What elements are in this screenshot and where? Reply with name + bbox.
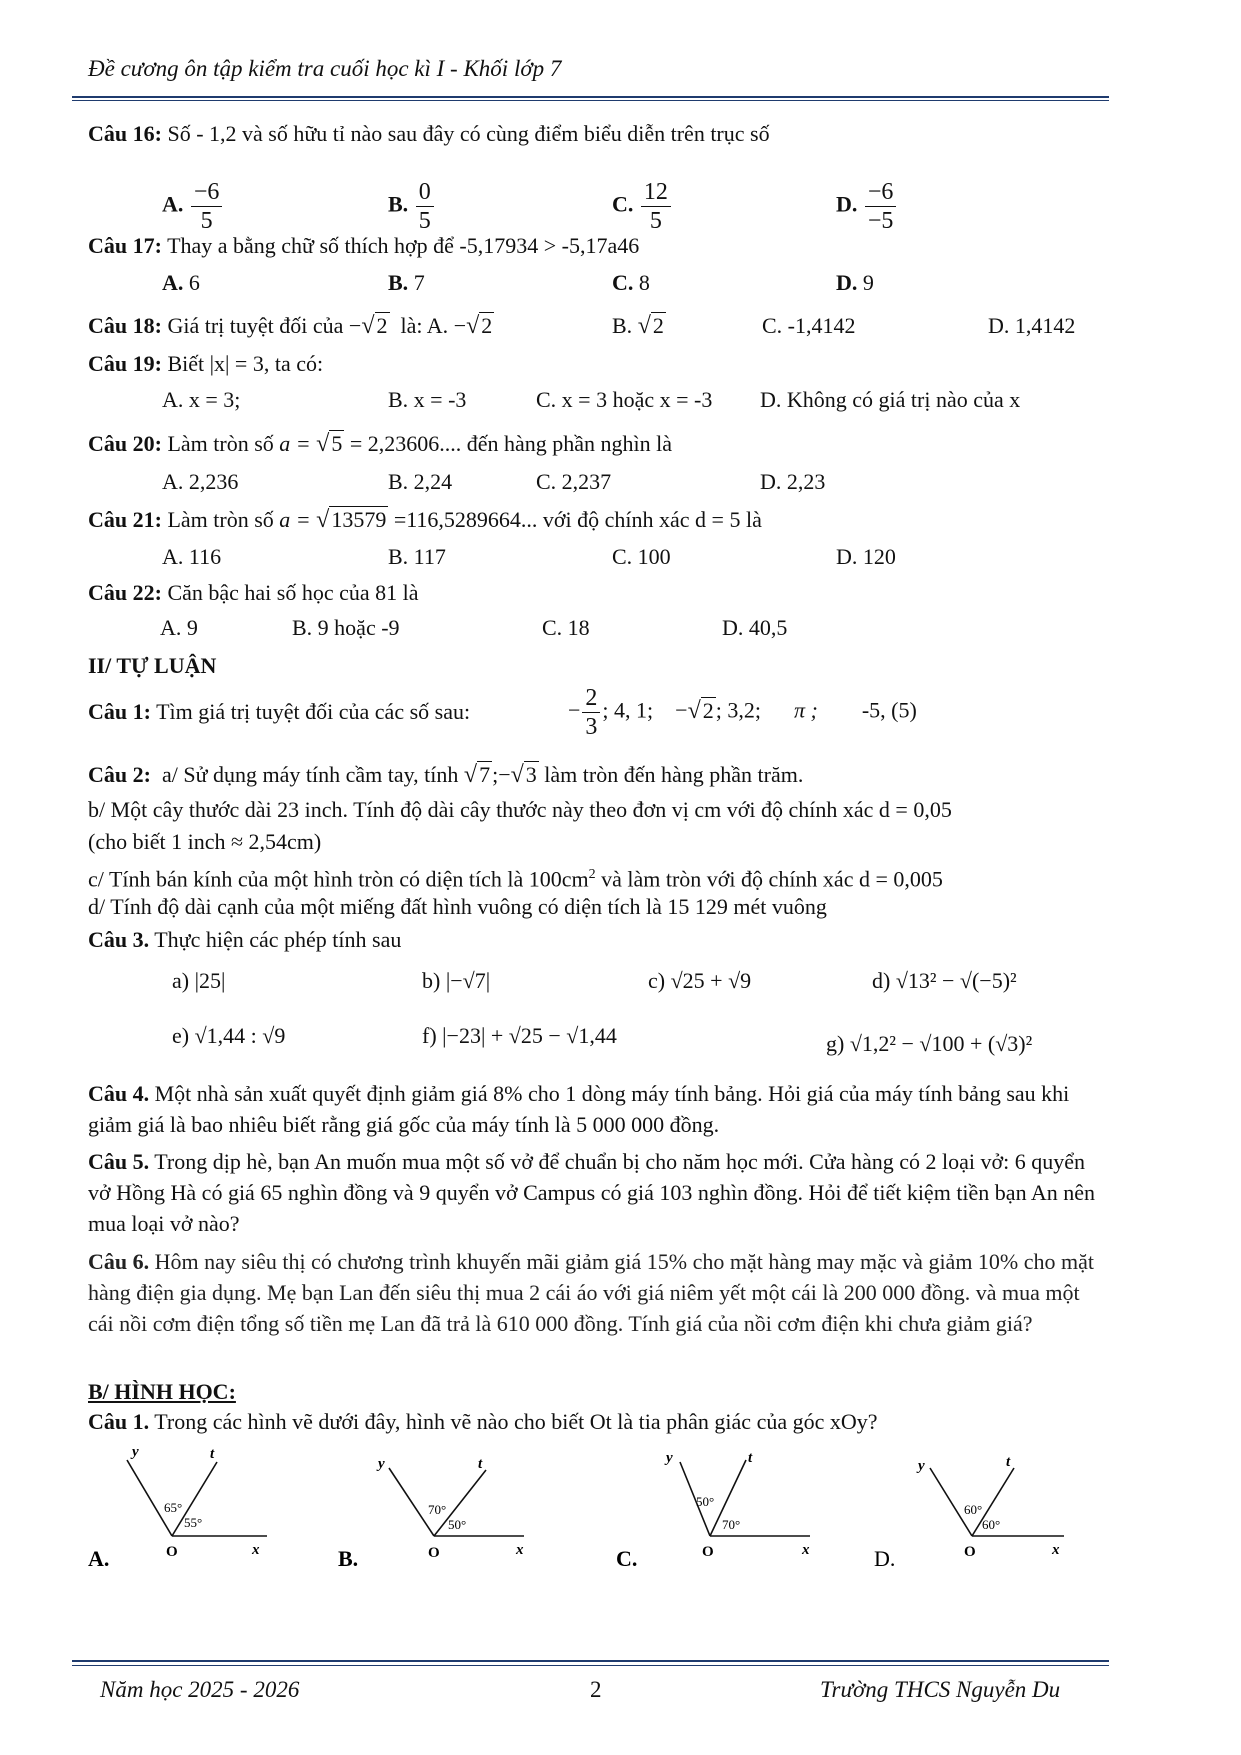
fig-c-bottom-angle: 70°: [722, 1517, 741, 1532]
q18-option-d: D. 1,4142: [988, 313, 1076, 338]
q18-question: Câu 18: Giá trị tuyệt đối của −√2 là: A. −√2: [88, 313, 493, 339]
tl5-question: Câu 5. Trong dịp hè, bạn An muốn mua một số vở để chuẩn bị cho năm học mới. Cửa hàng có 2 loại vở: 6 quyển vở Hồng Hà có giá 65 nghìn đồng và 9 quyển vở Campus có giá 103 nghìn đồng. Hỏi để tiết kiệm tiền bạn An nên mua loại vở nào?: [88, 1149, 1096, 1236]
fig-d-top-angle: 60°: [964, 1502, 983, 1517]
fig-d-x: x: [1052, 1542, 1060, 1558]
q16-question: Câu 16: Số - 1,2 và số hữu tỉ nào sau đây có cùng điểm biểu diễn trên trục số: [88, 121, 770, 146]
q17-option-a: A. 6: [162, 270, 200, 295]
q16-option-c: C. $\frac{12}{5}$: [612, 178, 673, 235]
fig-b-key: B.: [338, 1546, 359, 1571]
tl3-item-a: a) |25|: [172, 968, 226, 993]
tl1-question: Câu 1: Tìm giá trị tuyệt đối của các số sau:: [88, 699, 471, 724]
tl2-part-b: b/ Một cây thước dài 23 inch. Tính độ dài cây thước này theo đơn vị cm với độ chính xác d = 0,05: [88, 797, 952, 822]
header-divider: [72, 96, 1109, 98]
q16-option-d: D. $\frac{-6}{-5}$: [836, 178, 898, 235]
q20-option-c: C. 2,237: [536, 469, 612, 494]
q17-option-c: C. 8: [612, 270, 650, 295]
fig-a-x: x: [252, 1542, 260, 1558]
figure-b: [376, 1456, 524, 1561]
q17-option-d: D. 9: [836, 270, 874, 295]
fig-c-top-angle: 50°: [696, 1494, 715, 1509]
fig-c-y: y: [666, 1450, 673, 1466]
fig-a-key: A.: [88, 1546, 110, 1571]
fig-a-top-angle: 65°: [164, 1500, 183, 1515]
q18-option-c: C. -1,4142: [762, 313, 856, 338]
q22-question: Câu 22: Căn bậc hai số học của 81 là: [88, 580, 419, 605]
fig-b-bottom-angle: 50°: [448, 1517, 467, 1532]
q21-option-d: D. 120: [836, 544, 896, 569]
header-divider-thin: [72, 100, 1109, 101]
tl2-part-a: Câu 2: a/ Sử dụng máy tính cầm tay, tính √7;−√3 làm tròn đến hàng phần trăm.: [88, 762, 804, 788]
q21-question: Câu 21: Làm tròn số a = √13579 =116,5289664... với độ chính xác d = 5 là: [88, 507, 762, 533]
tl3-item-e: e) √1,44 : √9: [172, 1023, 286, 1048]
fig-b-top-angle: 70°: [428, 1502, 447, 1517]
footer-school-name: Trường THCS Nguyễn Du: [820, 1677, 1061, 1702]
q19-option-c: C. x = 3 hoặc x = -3: [536, 387, 713, 412]
q17-option-b: B. 7: [388, 270, 425, 295]
tl6-question: Câu 6. Hôm nay siêu thị có chương trình khuyến mãi giảm giá 15% cho mặt hàng may mặc và giảm 10% cho mặt hàng điện gia dụng. Mẹ bạn Lan đến siêu thị mua 2 cái áo với giá niêm yết một cái là 200 000 đồng. và mua một cái nồi cơm điện tổng số tiền mẹ Lan đã trả là 610 000 đồng. Tính giá của nồi cơm điện khi chưa giảm giá?: [88, 1249, 1095, 1336]
fig-b-x: x: [516, 1542, 524, 1558]
q19-question: Câu 19: Biết |x| = 3, ta có:: [88, 351, 324, 376]
q22-option-a: A. 9: [160, 615, 198, 640]
fig-d-t: t: [1006, 1454, 1011, 1470]
q17-question: Câu 17: Thay a bằng chữ số thích hợp để -5,17934 > -5,17a46: [88, 233, 640, 258]
footer-page-number: 2: [590, 1677, 602, 1702]
tl1-values: − $\frac{2}{3}$ ; 4, 1; −√2; 3,2; π ; -5, (5): [568, 685, 917, 740]
tl3-item-f: f) |−23| + √25 − √1,44: [422, 1023, 617, 1048]
q21-option-b: B. 117: [388, 544, 446, 569]
fig-c-t: t: [748, 1450, 753, 1466]
tl3-item-c: c) √25 + √9: [648, 968, 752, 993]
tl3-question: Câu 3. Thực hiện các phép tính sau: [88, 927, 402, 952]
fig-c-key: C.: [616, 1546, 638, 1571]
fig-d-o: O: [964, 1544, 976, 1560]
angle-figures: [0, 1440, 1241, 1580]
fig-c-x: x: [802, 1542, 810, 1558]
figure-a: [127, 1444, 267, 1560]
fig-d-bottom-angle: 60°: [982, 1517, 1001, 1532]
tl2-part-b-note: (cho biết 1 inch ≈ 2,54cm): [88, 829, 322, 854]
figure-c: [664, 1450, 810, 1560]
q22-option-b: B. 9 hoặc -9: [292, 615, 400, 640]
fig-d-y: y: [918, 1458, 925, 1474]
q21-option-c: C. 100: [612, 544, 671, 569]
hh1-question: Câu 1. Trong các hình vẽ dưới đây, hình vẽ nào cho biết Ot là tia phân giác của góc xOy?: [88, 1409, 878, 1434]
footer-school-year: Năm học 2025 - 2026: [100, 1677, 300, 1702]
q22-option-d: D. 40,5: [722, 615, 788, 640]
fig-a-bottom-angle: 55°: [184, 1515, 203, 1530]
q19-option-d: D. Không có giá trị nào của x: [760, 387, 1021, 412]
fig-d-key: D.: [874, 1546, 896, 1571]
tl2-part-c: c/ Tính bán kính của một hình tròn có diện tích là $100cm^2$ và làm tròn với độ chính xác d = 0,005: [88, 866, 943, 892]
q20-option-d: D. 2,23: [760, 469, 826, 494]
q19-option-a: A. x = 3;: [162, 387, 241, 412]
fig-a-y: y: [132, 1444, 139, 1460]
q16-option-b: B. $\frac{0}{5}$: [388, 178, 436, 235]
q18-option-b: B. √2: [612, 313, 664, 339]
fig-b-t: t: [478, 1456, 483, 1472]
q20-option-b: B. 2,24: [388, 469, 453, 494]
tl4-question: Câu 4. Một nhà sản xuất quyết định giảm giá 8% cho 1 dòng máy tính bảng. Hỏi giá của máy tính bảng sau khi giảm giá là bao nhiêu biết rằng giá gốc của máy tính là 5 000 000 đồng.: [88, 1081, 1070, 1137]
tl2-part-d: d/ Tính độ dài cạnh của một miếng đất hình vuông có diện tích là 15 129 mét vuông: [88, 894, 827, 919]
figure-d: [916, 1454, 1064, 1560]
footer-divider: [72, 1660, 1109, 1662]
fig-a-o: O: [166, 1544, 178, 1560]
q21-option-a: A. 116: [162, 544, 222, 569]
tl3-item-d: d) √13² − √(−5)²: [872, 968, 1017, 993]
tl3-item-b: b) |−√7|: [422, 968, 491, 993]
fig-b-o: O: [428, 1545, 440, 1561]
section-essay-title: II/ TỰ LUẬN: [88, 653, 217, 678]
footer-divider-thin: [72, 1665, 1109, 1666]
tl3-item-g: g) √1,2² − √100 + (√3)²: [826, 1031, 1033, 1056]
q19-option-b: B. x = -3: [388, 387, 467, 412]
q20-option-a: A. 2,236: [162, 469, 239, 494]
q20-question: Câu 20: Làm tròn số a = √5 = 2,23606.... đến hàng phần nghìn là: [88, 431, 673, 457]
fig-b-y: y: [378, 1456, 385, 1472]
q16-option-a: A. $\frac{-6}{5}$: [162, 178, 224, 235]
q22-option-c: C. 18: [542, 615, 590, 640]
fig-c-o: O: [702, 1544, 714, 1560]
fig-a-t: t: [210, 1446, 215, 1462]
section-geometry-title: B/ HÌNH HỌC:: [88, 1379, 236, 1404]
page-header-title: Đề cương ôn tập kiểm tra cuối học kì I - Khối lớp 7: [88, 56, 562, 81]
